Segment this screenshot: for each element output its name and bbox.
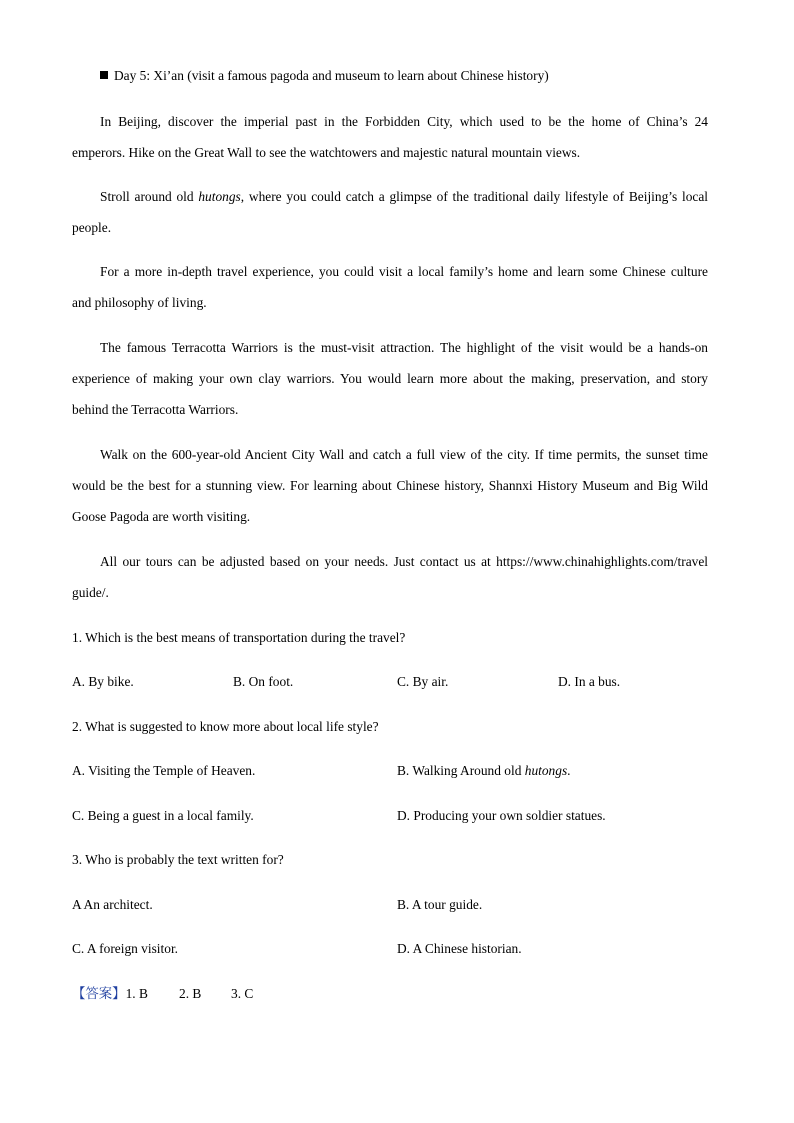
paragraph-line: Goose Pagoda are worth visiting. xyxy=(72,509,251,524)
option-a: A. Visiting the Temple of Heaven. xyxy=(72,763,256,778)
option-c: C. A foreign visitor. xyxy=(72,941,179,956)
answer-2: 2. B xyxy=(179,986,202,1001)
question-stem: 2. What is suggested to know more about local life style? xyxy=(72,719,379,734)
paragraph-line: Stroll around old hutongs, where you could catch a glimpse of the traditional daily lifestyle of Beijing’s local xyxy=(100,189,708,204)
option-d: D. A Chinese historian. xyxy=(397,941,522,956)
option-b: B. On foot. xyxy=(233,674,294,689)
option-c: C. By air. xyxy=(397,674,449,689)
paragraph-line: For a more in-depth travel experience, you could visit a local family’s home and learn some Chinese culture xyxy=(100,264,708,279)
option-b: B. Walking Around old hutongs. xyxy=(397,763,571,778)
paragraph-line: would be the best for a stunning view. For learning about Chinese history, Shannxi History Museum and Big Wild xyxy=(72,478,708,493)
answer-key xyxy=(72,986,148,1002)
question-stem: 1. Which is the best means of transportation during the travel? xyxy=(72,630,406,645)
option-c: C. Being a guest in a local family. xyxy=(72,808,254,823)
paragraph-line: emperors. Hike on the Great Wall to see the watchtowers and majestic natural mountain views. xyxy=(72,145,581,160)
option-b: B. A tour guide. xyxy=(397,897,483,912)
paragraph-line: experience of making your own clay warriors. You would learn more about the making, preservation, and story xyxy=(72,371,708,386)
paragraph-line: guide/. xyxy=(72,585,109,600)
bullet-square-icon xyxy=(100,71,108,79)
answer-3: 3. C xyxy=(231,986,254,1001)
option-d: D. In a bus. xyxy=(558,674,621,689)
paragraph-line: All our tours can be adjusted based on your needs. Just contact us at https://www.chinahighlights.com/travel xyxy=(100,554,708,569)
paragraph-line: people. xyxy=(72,220,112,235)
question-stem: 3. Who is probably the text written for? xyxy=(72,852,284,867)
paragraph-line: behind the Terracotta Warriors. xyxy=(72,402,239,417)
option-a: A An architect. xyxy=(72,897,153,912)
day5-item: Day 5: Xi’an (visit a famous pagoda and museum to learn about Chinese history) xyxy=(100,68,750,84)
option-a: A. By bike. xyxy=(72,674,134,689)
paragraph-line: In Beijing, discover the imperial past in the Forbidden City, which used to be the home of China’s 24 xyxy=(100,114,708,129)
paragraph-line: The famous Terracotta Warriors is the must-visit attraction. The highlight of the visit would be a hands-on xyxy=(100,340,708,355)
option-d: D. Producing your own soldier statues. xyxy=(397,808,606,823)
paragraph-line: and philosophy of living. xyxy=(72,295,207,310)
paragraph-line: Walk on the 600-year-old Ancient City Wall and catch a full view of the city. If time permits, the sunset time xyxy=(100,447,708,462)
answer-label: 【答案】 xyxy=(72,986,126,1001)
answer-1: 1. B xyxy=(125,986,148,1001)
